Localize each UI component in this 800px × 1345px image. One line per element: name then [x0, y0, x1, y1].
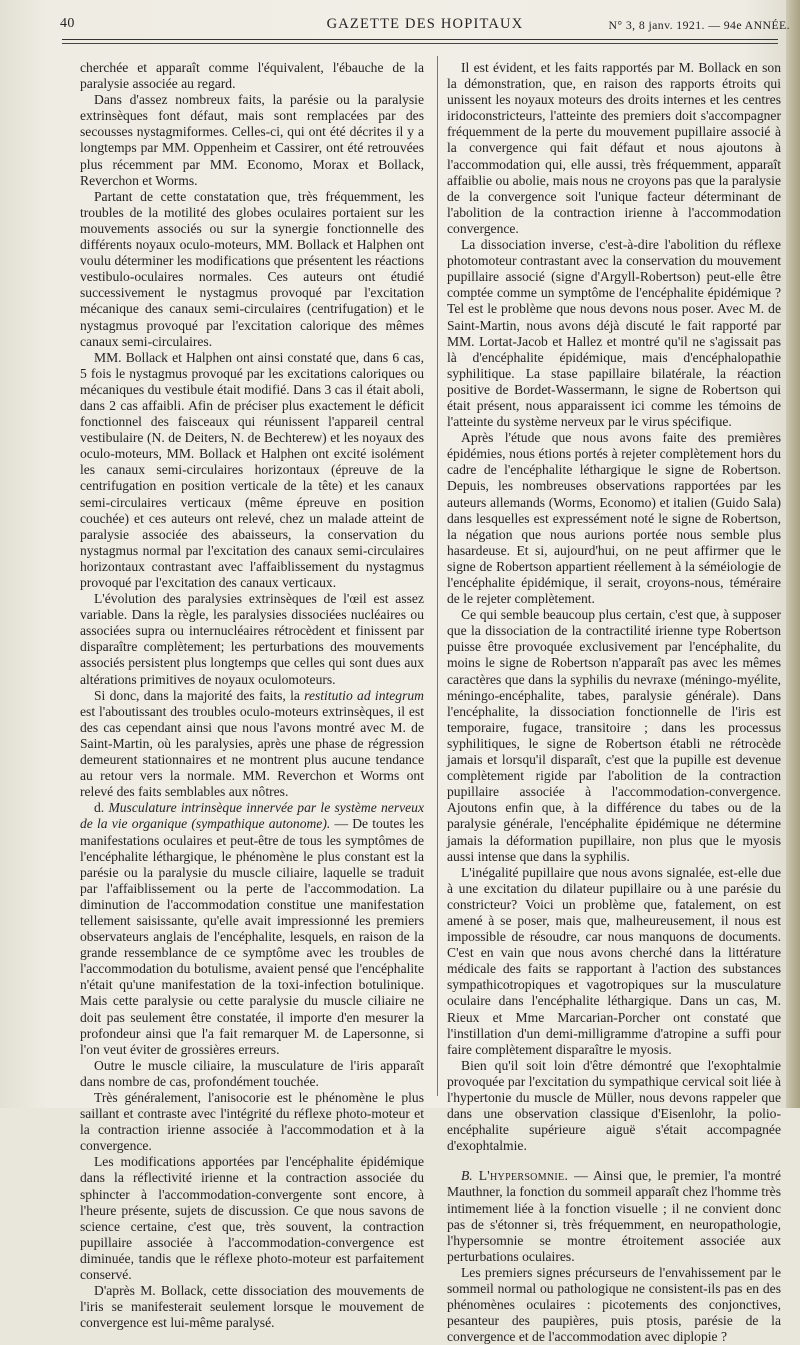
- paragraph: Après l'étude que nous avons faite des premières épidémies, nous étions portés à rejeter complètement hors du cadre de l'encéphalite léthargique le signe de Robertson. Depuis, les nombreuses observations rapportées par les auteurs allemands (Worms, Economo) et italien (Guido Sala) dans lesquelles est expressément noté le signe de Robertson, la négation que nous aurions portée nous semble plus hasardeuse. Et si, aujourd'hui, on ne peut affirmer que le signe de Robertson appartient réellement à la séméiologie de l'encéphalite épidémique, il serait, croyons-nous, téméraire de le rejeter complètement.: [447, 430, 781, 607]
- paragraph: Il est évident, et les faits rapportés par M. Bollack en son la démonstration, que, en raison des rapports étroits qui unissent les noyaux moteurs des droits internes et les centres iridoconstricteurs, l'atteinte des premiers doit s'accompagner fréquemment de la perte du mouvement pupillaire associé à la convergence qui fait défaut et nous ajoutons à l'accommodation qui, elle aussi, très fréquemment, apparaît affaiblie ou abolie, mais nous ne croyons pas que la paralysie de la convergence soit l'unique facteur déterminant de l'abolition de la contraction irienne à l'accommodation convergence.: [447, 60, 781, 236]
- paragraph: Très généralement, l'anisocorie est le phénomène le plus saillant et contraste avec l'intégrité du réflexe photo-moteur et la contraction irienne associée à l'accommodation et à la convergence.: [80, 1090, 424, 1154]
- right-column: [447, 60, 781, 1345]
- paragraph: La dissociation inverse, c'est-à-dire l'abolition du réflexe photomoteur contrastant avec la conservation du mouvement pupillaire associé (signe d'Argyll-Robertson) peut-elle être comptée comme un symptôme de l'encéphalite épidémique ? Tel est le problème que nous devons nous poser. Avec M. de Saint-Martin, nous avons déjà discuté le fait rapporté par MM. Lortat-Jacob et Hallez et montré qu'il ne s'agissait pas là d'encéphalite épidémique, mais d'encéphalopathie syphilitique. La stase papillaire bilatérale, la réaction positive de Bordet-Wassermann, le signe de Robertson qui était présent, nous apparaissent ici comme les témoins de l'atteinte du système nerveux par le virus spécifique.: [447, 237, 781, 430]
- paragraph: D'après M. Bollack, cette dissociation des mouvements de l'iris se manifesterait seulement lorsque le mouvement de convergence est lui-même paralysé.: [80, 1283, 424, 1331]
- paragraph: Les premiers signes précurseurs de l'envahissement par le sommeil normal ou pathologique ne consistent-ils pas en des phénomènes oculaires : picotements des conjonctives, pesanteur des paupières, puis ptosis, parésie de la convergence et de l'accommodation avec diplopie ?: [447, 1264, 781, 1345]
- running-header: [60, 14, 790, 36]
- paragraph: Les modifications apportées par l'encéphalite épidémique dans la réflectivité irienne et la contraction associée du sphincter à l'accommodation-convergente sont encore, à l'heure présente, sujets de discussion. Ce que nous savons de science certaine, c'est que, très souvent, la contraction pupillaire associée à l'accommodation-convergence est diminuée, tandis que le réflexe photo-moteur est parfaitement conservé.: [80, 1154, 424, 1283]
- paragraph: [80, 800, 424, 1058]
- latin-phrase: restitutio ad integrum: [304, 687, 424, 703]
- section-marker: B.: [461, 1168, 479, 1184]
- text-run: est l'aboutissant des troubles oculo-moteurs extrinsèques, il est des cas cependant ainsi que nous l'avons montré avec M. de Saint-Martin, où les paralysies, après une phase de régression demeurent stationnaires et ne montrent plus aucune tendance au retour vers la normale. MM. Reverchon et Worms ont relevé des faits semblables aux nôtres.: [80, 703, 424, 800]
- paragraph: cherchée et apparaît comme l'équivalent, l'ébauche de la paralysie associée au regard.: [80, 60, 424, 92]
- paragraph: Partant de cette constatation que, très fréquemment, les troubles de la motilité des globes oculaires portaient sur les mouvements associés ou sur la synergie fonctionnelle des différents noyaux oculo-moteurs, MM. Bollack et Halphen ont voulu déterminer les modifications que présentent les réactions vestibulo-oculaires normales. Ces auteurs ont étudié successivement le nystagmus provoqué par l'excitation mécanique des canaux semi-circulaires (centrifugation) et le nystagmus provoqué par l'excitation calorique des mêmes canaux semi-circulaires.: [80, 188, 424, 349]
- paragraph: [447, 1168, 781, 1265]
- paragraph: L'inégalité pupillaire que nous avons signalée, est-elle due à une excitation du dilateur pupillaire ou à une parésie du constricteur? Voici un problème que, fatalement, on est amené à se poser, mais que, malheureusement, il nous est impossible de résoudre, car nous manquons de documents. C'est en vain que nous avons cherché dans la littérature médicale des faits se rapportant à l'action des substances sympathicotropiques et vagotropiques sur la musculature oculaire dans l'encéphalite léthargique. Dans un cas, M. Rieux et Mme Marcarian-Porcher ont constaté que l'instillation d'un demi-milligramme d'atropine a suffi pour faire complètement disparaître le myosis.: [447, 864, 781, 1057]
- page-number: 40: [60, 16, 75, 31]
- header-rule-top: [62, 39, 778, 40]
- section-heading: L'hypersomnie.: [478, 1168, 569, 1184]
- page-edge: [786, 0, 800, 1108]
- issue-info: N° 3, 8 janv. 1921. — 94e ANNÉE.: [608, 18, 790, 32]
- left-column: [80, 60, 424, 1331]
- paragraph: L'évolution des paralysies extrinsèques de l'œil est assez variable. Dans la règle, les paralysies dissociées nucléaires ou associées supra ou internucléaires rétrocèdent et finissent par disparaître complètement; les perturbations des mouvements associés persistent plus longtemps que celles qui sont dues aux altérations primitives de noyaux oculomoteurs.: [80, 591, 424, 687]
- paragraph: MM. Bollack et Halphen ont ainsi constaté que, dans 6 cas, 5 fois le nystagmus provoqué par les excitations caloriques ou mécaniques du vestibule était modifié. Dans 3 cas il était aboli, dans 2 cas affaibli. Afin de préciser plus exactement le déficit fonctionnel des faisceaux qui réunissent l'appareil central vestibulaire (N. de Deiters, N. de Bechterew) et les noyaux des oculo-moteurs, MM. Bollack et Halphen ont excité isolément les canaux semi-circulaires horizontaux (épreuve de la centrifugation en position verticale de la tête) et les canaux semi-circulaires verticaux (même épreuve en position couchée) et ces auteurs ont relevé, chez un malade atteint de paralysie associée des abaisseurs, la conservation du nystagmus normal par l'excitation des canaux semi-circulaires horizontaux contrastant avec l'affaiblissement du nystagmus provoqué par l'excitation des canaux verticaux.: [80, 349, 424, 590]
- paragraph: Bien qu'il soit loin d'être démontré que l'exophtalmie provoquée par l'excitation du sympathique cervical soit liée à l'hypertonie du muscle de Müller, nous devons rappeler que dans une observation classique d'Eisenlohr, la polio-encéphalite supérieure aiguë s'était accompagnée d'exophtalmie.: [447, 1057, 781, 1154]
- text-run: — Ainsi que, le premier, l'a montré Mauthner, la fonction du sommeil apparaît chez l'homme très intimement liée à la fonction visuelle ; il ne convient donc pas de s'étonner si, très fréquemment, en neuropathologie, l'hypersomnie se montre étroitement associée aux perturbations oculaires.: [447, 1168, 782, 1264]
- header-rule-bottom: [62, 43, 778, 44]
- column-divider: [437, 56, 438, 1096]
- journal-title: GAZETTE DES HOPITAUX: [326, 16, 524, 32]
- section-marker: d.: [94, 800, 109, 816]
- paragraph: Ce qui semble beaucoup plus certain, c'est que, à supposer que la dissociation de la contractilité irienne type Robertson puisse être provoquée exclusivement par l'encéphalite, du moins le signe de Robertson n'apparaît pas avec les mêmes caractères que dans la syphilis du nevraxe (méningo-myélite, méningo-encéphalite, tabes, paralysie générale). Dans l'encéphalite, la dissociation fonctionnelle de l'iris est temporaire, fugace, transitoire ; dans les processus syphilitiques, le signe de Robertson établi ne rétrocède jamais et lorsqu'il disparaît, c'est que la pupille est devenue complètement rigide par l'abolition de la contraction pupillaire associée à l'accommodation-convergence. Ajoutons enfin que, à la différence du tabes ou de la paralysie générale, l'encéphalite épidémique ne détermine jamais la déformation pupillaire, non plus que le myosis aussi intense que dans la syphilis.: [447, 607, 781, 864]
- paragraph: Dans d'assez nombreux faits, la parésie ou la paralysie extrinsèques font défaut, mais sont remplacées par des secousses nystagmiformes. Celles-ci, qui ont été décrites il y a longtemps par MM. Oppenheim et Cassirer, ont été retrouvées plus récemment par MM. Economo, Morax et Bollack, Reverchon et Worms.: [80, 92, 424, 188]
- section-heading: Musculature intrinsèque innervée par le système nerveux de la vie organique (sympathique autonome).: [80, 800, 425, 832]
- text-run: — De toutes les manifestations oculaires et peut-être de tous les symptômes de l'encéphalite léthargique, le phénomène le plus constant est la parésie ou la paralysie du muscle ciliaire, laquelle se traduit par l'affaiblissement ou la perte de l'accommodation. La diminution de l'accommodation constitue une manifestation tellement saisissante, qu'elle avait impressionné les premiers observateurs anglais de l'encéphalite, lesquels, en raison de la grande ressemblance de ce symptôme avec les troubles de l'accommodation du botulisme, avaient pensé que l'encéphalite n'était qu'une manifestation de la toxi-infection botulinique. Mais cette paralysie ou cette paralysie du muscle ciliaire ne doit pas seulement être constatée, il importe d'en mesurer la profondeur ainsi que l'a fait remarquer M. de Lapersonne, si l'on veut éviter de grossières erreurs.: [80, 816, 424, 1057]
- text-run: Si donc, dans la majorité des faits, la: [94, 687, 305, 703]
- paragraph: Outre le muscle ciliaire, la musculature de l'iris apparaît dans nombre de cas, profondément touchée.: [80, 1057, 424, 1089]
- paragraph: [80, 688, 424, 801]
